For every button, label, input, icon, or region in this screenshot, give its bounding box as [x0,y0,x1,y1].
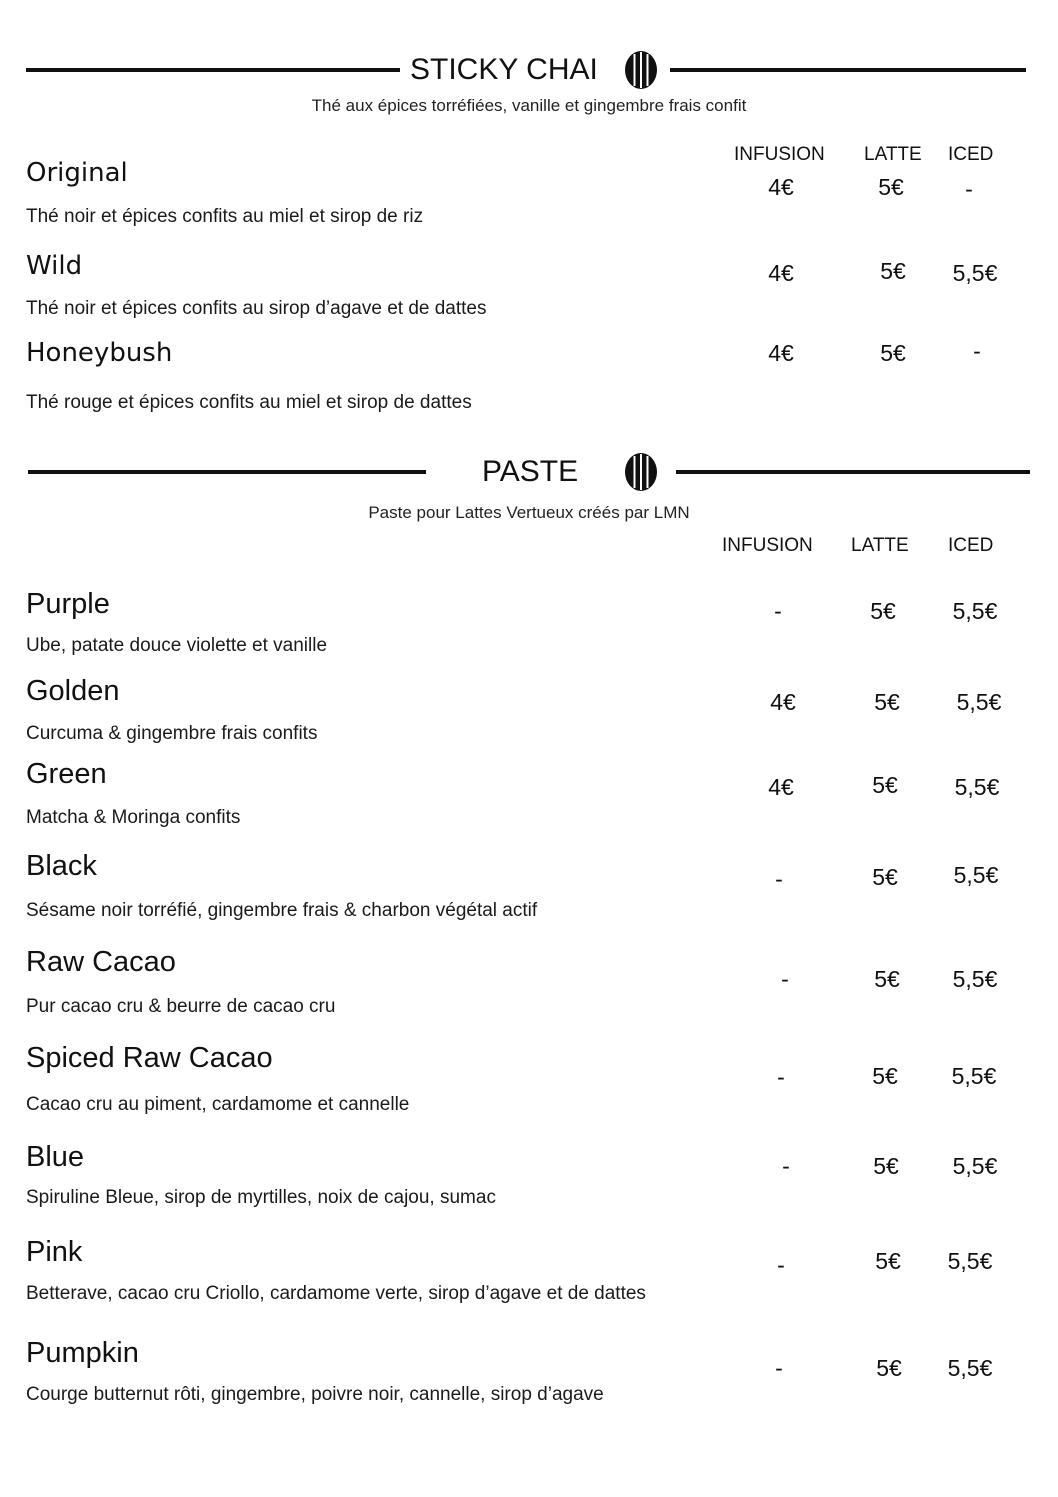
item-description: Pur cacao cru & beurre de cacao cru [26,996,336,1017]
item-name-original: Original [26,158,128,188]
item-name-wild: Wild [26,251,83,281]
price-latte: 5€ [874,966,900,992]
item-name-blue: Blue [26,1141,85,1173]
price-infusion: 4€ [770,689,796,715]
item-description: Sésame noir torréfié, gingembre frais & charbon végétal actif [26,900,538,921]
price-infusion: - [781,966,789,992]
price-infusion: - [774,598,782,624]
price-latte: 5€ [872,772,898,798]
section-subtitle: Paste pour Lattes Vertueux créés par LMN [368,503,690,522]
price-latte: 5€ [872,1063,898,1089]
price-infusion: 4€ [768,774,794,800]
section-header-sticky-chai [0,46,1058,94]
item-description: Spiruline Bleue, sirop de myrtilles, noix de cajou, sumac [26,1187,496,1208]
price-infusion: - [775,866,783,892]
item-name-golden: Golden [26,675,120,707]
item-name-raw-cacao: Raw Cacao [26,946,176,978]
price-latte: 5€ [880,340,906,366]
price-infusion: - [782,1153,790,1179]
column-header-iced: ICED [948,144,994,165]
section-title: STICKY CHAI [410,53,598,86]
section-title: PASTE [482,455,579,488]
price-latte: 5€ [870,598,896,624]
price-latte: 5€ [878,174,904,200]
spoon-logo-icon [624,452,658,492]
item-name-purple: Purple [26,588,110,620]
price-infusion: - [775,1355,783,1381]
price-iced: 5,5€ [952,260,998,286]
price-infusion: 4€ [768,340,794,366]
price-infusion: - [777,1252,785,1278]
price-latte: 5€ [872,864,898,890]
price-iced: - [965,176,973,202]
price-iced: 5,5€ [956,689,1002,715]
section-header-paste [0,448,1058,496]
price-iced: 5,5€ [952,598,998,624]
column-header-latte: LATTE [864,144,922,165]
item-description: Betterave, cacao cru Criollo, cardamome verte, sirop d’agave et de dattes [26,1283,646,1304]
item-name-honeybush: Honeybush [26,338,173,368]
column-header-latte: LATTE [851,535,909,556]
item-name-spiced-raw-cacao: Spiced Raw Cacao [26,1042,273,1074]
item-name-pumpkin: Pumpkin [26,1337,139,1369]
item-description: Thé noir et épices confits au sirop d’agave et de dattes [26,298,487,319]
item-name-green: Green [26,758,107,790]
price-latte: 5€ [880,258,906,284]
price-iced: 5,5€ [954,774,1000,800]
item-description: Cacao cru au piment, cardamome et cannelle [26,1094,410,1115]
price-iced: - [973,338,981,364]
item-name-pink: Pink [26,1236,83,1268]
header-rule-right [670,68,1026,72]
item-description: Thé noir et épices confits au miel et sirop de riz [26,206,424,227]
item-description: Ube, patate douce violette et vanille [26,635,328,656]
column-header-iced: ICED [948,535,994,556]
item-description: Courge butternut rôti, gingembre, poivre noir, cannelle, sirop d’agave [26,1384,604,1405]
price-latte: 5€ [873,1153,899,1179]
price-latte: 5€ [875,1248,901,1274]
column-header-infusion: INFUSION [734,144,825,165]
header-rule-right [676,470,1030,474]
item-description: Matcha & Moringa confits [26,807,241,828]
header-rule-left [26,68,400,72]
price-iced: 5,5€ [951,1063,997,1089]
price-iced: 5,5€ [947,1248,993,1274]
price-iced: 5,5€ [952,966,998,992]
price-iced: 5,5€ [952,1153,998,1179]
header-rule-left [28,470,426,474]
price-iced: 5,5€ [947,1355,993,1381]
price-infusion: - [777,1064,785,1090]
price-iced: 5,5€ [953,862,999,888]
section-subtitle: Thé aux épices torréfiées, vanille et gingembre frais confit [311,96,747,115]
spoon-logo-icon [624,50,658,90]
item-description: Thé rouge et épices confits au miel et sirop de dattes [26,392,472,413]
item-name-black: Black [26,850,97,882]
price-latte: 5€ [874,689,900,715]
item-description: Curcuma & gingembre frais confits [26,723,318,744]
price-infusion: 4€ [768,260,794,286]
price-infusion: 4€ [768,174,794,200]
column-header-infusion: INFUSION [722,535,813,556]
price-latte: 5€ [876,1355,902,1381]
